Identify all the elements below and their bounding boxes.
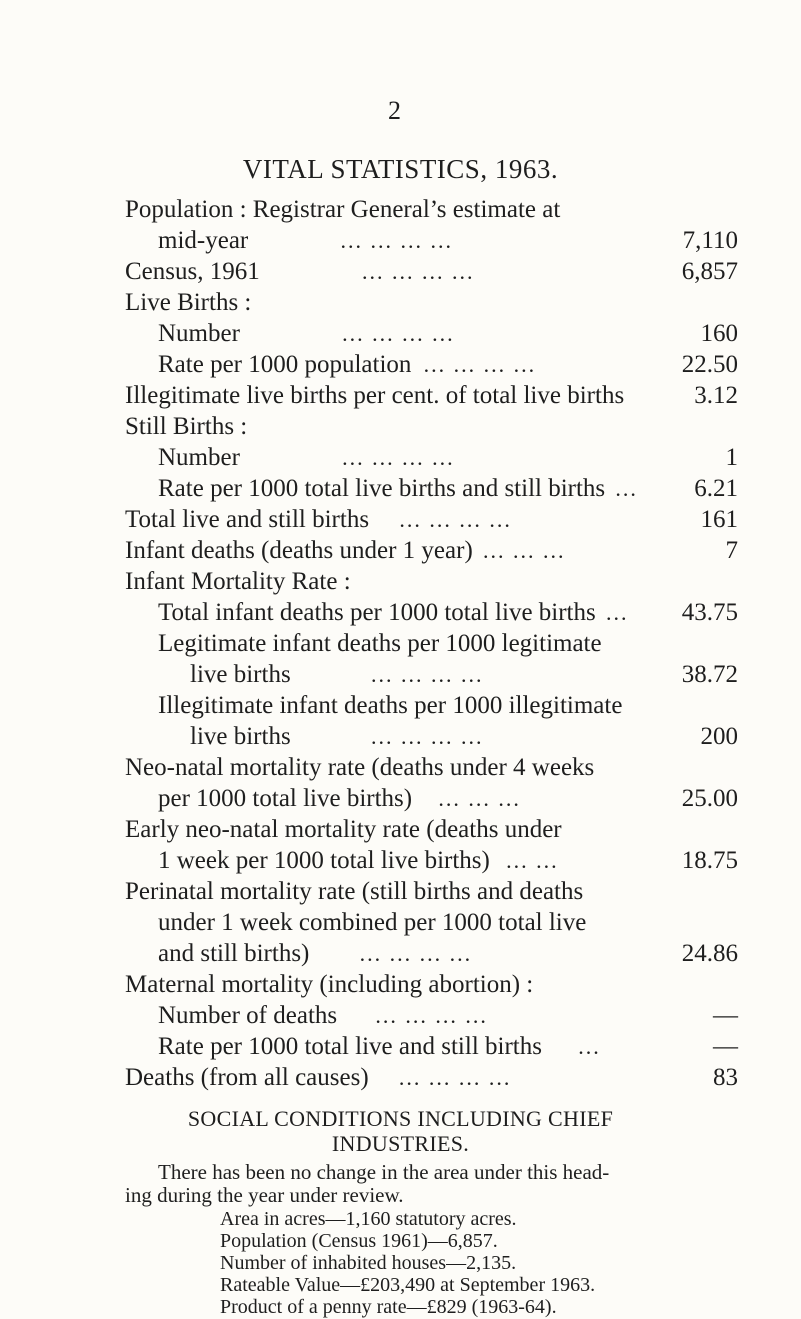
leader-dots: ... ... ... ... — [361, 259, 475, 284]
stat-value: 1 — [725, 444, 738, 471]
stat-label: Live Births : — [125, 289, 252, 316]
stat-row — [0, 258, 801, 292]
stat-row — [0, 475, 801, 509]
stat-value: 24.86 — [681, 940, 738, 967]
stat-value: 83 — [713, 1064, 738, 1091]
stat-value: — — [713, 1002, 738, 1029]
stat-row — [0, 506, 801, 540]
stat-row — [0, 351, 801, 385]
leader-dots: ... ... ... ... — [375, 1003, 488, 1028]
stat-value: 6.21 — [694, 475, 738, 502]
stat-value: 7 — [725, 537, 738, 564]
fact-line: Area in acres—1,160 statutory acres. — [220, 1208, 517, 1230]
stat-value: — — [713, 1033, 738, 1060]
stat-row — [0, 382, 801, 416]
stat-value: 161 — [700, 506, 738, 533]
stat-label: Early neo-natal mortality rate (deaths under — [125, 816, 562, 843]
stat-row — [0, 568, 801, 602]
stat-value: 38.72 — [681, 661, 738, 688]
stat-value: 18.75 — [681, 847, 738, 874]
stat-label: Illegitimate infant deaths per 1000 illegitimate — [158, 692, 623, 719]
stat-row — [0, 1033, 801, 1067]
stat-label: Number of deaths — [158, 1002, 338, 1029]
stat-label: live births — [190, 723, 291, 750]
stat-label: per 1000 total live births) — [158, 785, 413, 812]
stat-value: 3.12 — [694, 382, 738, 409]
stat-label: live births — [190, 661, 291, 688]
stat-label: Census, 1961 — [125, 258, 260, 285]
stat-label: Still Births : — [125, 413, 248, 440]
fact-line: Product of a penny rate—£829 (1963-64). — [220, 1296, 557, 1318]
section-heading: SOCIAL CONDITIONS INCLUDING CHIEF — [187, 1106, 614, 1131]
leader-dots: ... — [578, 1034, 601, 1059]
stat-label: Infant Mortality Rate : — [125, 568, 351, 595]
stat-value: 43.75 — [681, 599, 738, 626]
stat-row — [0, 599, 801, 633]
paragraph-line: There has been no change in the area under this head- — [158, 1160, 610, 1184]
fact-line: Rateable Value—£203,490 at September 1963. — [220, 1274, 596, 1296]
leader-dots: ... ... ... ... — [370, 662, 484, 687]
stat-row — [0, 692, 801, 726]
stat-label: Rate per 1000 total live births and still births — [158, 475, 606, 502]
stat-row — [0, 413, 801, 447]
leader-dots: ... ... ... ... — [398, 1065, 512, 1090]
stat-row — [0, 816, 801, 850]
stat-row — [0, 909, 801, 943]
stat-label: Perinatal mortality rate (still births and deaths — [125, 878, 584, 905]
stat-value: 7,110 — [682, 227, 738, 254]
stat-row — [0, 847, 801, 881]
stat-value: 160 — [700, 320, 738, 347]
stat-label: Number — [158, 444, 240, 471]
leader-dots: ... ... ... ... — [399, 507, 512, 532]
stat-row — [0, 1064, 801, 1098]
stat-label: Illegitimate live births per cent. of total live births — [125, 382, 625, 409]
fact-line: Number of inhabited houses—2,135. — [220, 1252, 517, 1274]
stat-row — [0, 723, 801, 757]
stat-row — [0, 661, 801, 695]
stat-label: mid-year — [158, 227, 249, 254]
stat-label: Rate per 1000 population — [158, 351, 412, 378]
stat-row — [0, 289, 801, 323]
stat-label: Number — [158, 320, 240, 347]
leader-dots: ... ... ... ... — [359, 941, 473, 966]
leader-dots: ... ... ... ... — [342, 445, 455, 470]
stat-value: 200 — [700, 723, 738, 750]
stat-row — [0, 754, 801, 788]
stat-label: under 1 week combined per 1000 total live — [158, 909, 587, 936]
stat-label: Infant deaths (deaths under 1 year) — [125, 537, 473, 564]
stat-value: 6,857 — [681, 258, 738, 285]
stat-row — [0, 320, 801, 354]
leader-dots: ... ... ... — [438, 786, 521, 811]
stat-row — [0, 630, 801, 664]
stat-label: 1 week per 1000 total live births) — [158, 847, 490, 874]
stat-label: Maternal mortality (including abortion) : — [125, 971, 534, 998]
stat-label: and still births) — [158, 940, 310, 967]
stat-label: Legitimate infant deaths per 1000 legitimate — [158, 630, 602, 657]
leader-dots: ... ... ... ... — [370, 724, 484, 749]
stat-label: Total infant deaths per 1000 total live births — [158, 599, 596, 626]
stat-row — [0, 878, 801, 912]
leader-dots: ... ... — [506, 848, 559, 873]
stat-value: 25.00 — [681, 785, 738, 812]
paragraph-line: ing during the year under review. — [125, 1183, 404, 1207]
leader-dots: ... ... ... ... — [340, 228, 453, 253]
stat-row — [0, 196, 801, 230]
stat-row — [0, 971, 801, 1005]
leader-dots: ... ... ... ... — [423, 352, 537, 377]
page-number: 2 — [388, 96, 401, 125]
page-title: VITAL STATISTICS, 1963. — [242, 154, 559, 184]
stat-label: Deaths (from all causes) — [125, 1064, 369, 1091]
section-heading-line2: INDUSTRIES. — [331, 1131, 470, 1156]
leader-dots: ... — [615, 476, 638, 501]
leader-dots: ... — [605, 600, 629, 625]
stat-row — [0, 537, 801, 571]
stat-label: Neo-natal mortality rate (deaths under 4 weeks — [125, 754, 595, 781]
leader-dots: ... ... ... — [483, 538, 566, 563]
stat-value: 22.50 — [681, 351, 738, 378]
stat-row — [0, 444, 801, 478]
stat-row — [0, 227, 801, 261]
stat-label: Population : Registrar General’s estimate at — [125, 196, 561, 223]
leader-dots: ... ... ... ... — [342, 321, 455, 346]
stat-label: Total live and still births — [125, 506, 370, 533]
fact-line: Population (Census 1961)—6,857. — [220, 1230, 498, 1252]
stat-row — [0, 940, 801, 974]
stat-row — [0, 1002, 801, 1036]
stat-label: Rate per 1000 total live and still births — [158, 1033, 542, 1060]
stat-row — [0, 785, 801, 819]
